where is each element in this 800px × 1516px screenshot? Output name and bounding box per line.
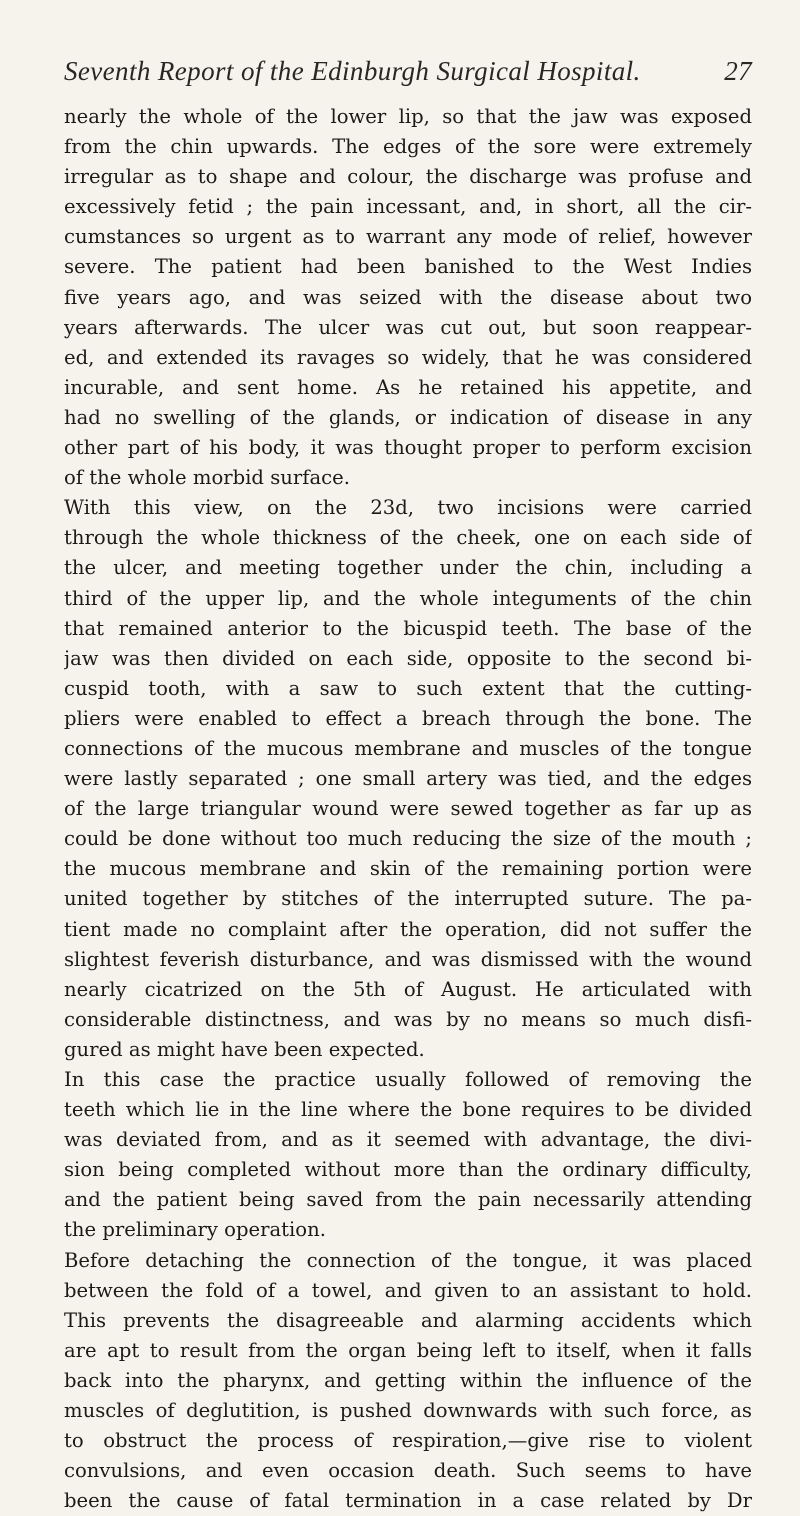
text-line: of the whole morbid surface. <box>64 466 350 490</box>
page-number: 27 <box>724 56 752 86</box>
text-line: cuspid tooth, with a saw to such extent that the cutting- <box>64 676 752 700</box>
running-title: Seventh Report of the Edinburgh Surgical Hospital. <box>64 56 641 86</box>
text-line: considerable distinctness, and was by no means so much disfi- <box>64 1007 752 1031</box>
text-line: were lastly separated ; one small artery was tied, and the edges <box>64 767 752 791</box>
text-line: of the large triangular wound were sewed together as far up as <box>64 797 752 821</box>
text-line: This prevents the disagreeable and alarming accidents which <box>64 1308 752 1332</box>
text-line: With this view, on the 23d, two incisions were carried <box>64 496 752 520</box>
text-line: gured as might have been expected. <box>64 1037 425 1061</box>
text-line: In this case the practice usually followed of removing the <box>64 1068 752 1091</box>
text-line: through the whole thickness of the cheek, one on each side of <box>64 526 752 550</box>
text-line: five years ago, and was seized with the disease about two <box>64 285 752 309</box>
text-line: muscles of deglutition, is pushed downwards with such force, as <box>64 1399 752 1423</box>
body-text <box>64 102 752 1516</box>
text-line: had no swelling of the glands, or indication of disease in any <box>64 405 752 429</box>
text-line: the mucous membrane and skin of the remaining portion were <box>64 857 752 881</box>
text-line: severe. The patient had been banished to the West Indies <box>64 255 752 279</box>
text-line: slightest feverish disturbance, and was dismissed with the wound <box>64 947 752 971</box>
text-line: the ulcer, and meeting together under the chin, including a <box>64 556 752 580</box>
text-line: are apt to result from the organ being left to itself, when it falls <box>64 1338 752 1362</box>
text-line: and the patient being saved from the pain necessarily attending <box>64 1188 752 1212</box>
text-line: ed, and extended its ravages so widely, that he was considered <box>64 345 752 369</box>
text-line: the preliminary operation. <box>64 1218 326 1242</box>
text-line: to obstruct the process of respiration,—give rise to violent <box>64 1429 752 1453</box>
text-line: tient made no complaint after the operation, did not suffer the <box>64 917 752 941</box>
text-line: third of the upper lip, and the whole integuments of the chin <box>64 586 752 610</box>
text-line: other part of his body, it was thought proper to perform excision <box>64 436 752 460</box>
text-line: from the chin upwards. The edges of the sore were extremely <box>64 135 752 159</box>
text-line: jaw was then divided on each side, opposite to the second bi- <box>64 646 752 670</box>
text-line: teeth which lie in the line where the bone requires to be divided <box>64 1098 752 1122</box>
text-line: cumstances so urgent as to warrant any mode of relief, however <box>64 225 752 249</box>
text-line: incurable, and sent home. As he retained his appetite, and <box>64 375 752 399</box>
text-line: sion being completed without more than the ordinary difficulty, <box>64 1158 752 1182</box>
text-line: pliers were enabled to effect a breach through the bone. The <box>64 706 752 730</box>
text-line: nearly the whole of the lower lip, so that the jaw was exposed <box>64 105 752 128</box>
text-line: excessively fetid ; the pain incessant, and, in short, all the cir- <box>64 195 752 219</box>
text-line: could be done without too much reducing the size of the mouth ; <box>64 827 752 851</box>
text-line: Before detaching the connection of the tongue, it was placed <box>64 1248 752 1272</box>
text-line: convulsions, and even occasion death. Such seems to have <box>64 1459 752 1483</box>
text-line: nearly cicatrized on the 5th of August. He articulated with <box>64 977 752 1001</box>
text-line: irregular as to shape and colour, the discharge was profuse and <box>64 165 752 189</box>
running-header <box>64 56 752 96</box>
text-line: been the cause of fatal termination in a case related by Dr <box>64 1489 752 1513</box>
text-line: that remained anterior to the bicuspid teeth. The base of the <box>64 616 752 640</box>
text-line: back into the pharynx, and getting within the influence of the <box>64 1368 752 1392</box>
text-line: between the fold of a towel, and given to an assistant to hold. <box>64 1278 752 1302</box>
text-line: was deviated from, and as it seemed with advantage, the divi- <box>64 1128 752 1152</box>
text-line: years afterwards. The ulcer was cut out, but soon reappear- <box>64 315 752 339</box>
text-line: connections of the mucous membrane and muscles of the tongue <box>64 736 752 760</box>
text-line: united together by stitches of the interrupted suture. The pa- <box>64 887 752 911</box>
